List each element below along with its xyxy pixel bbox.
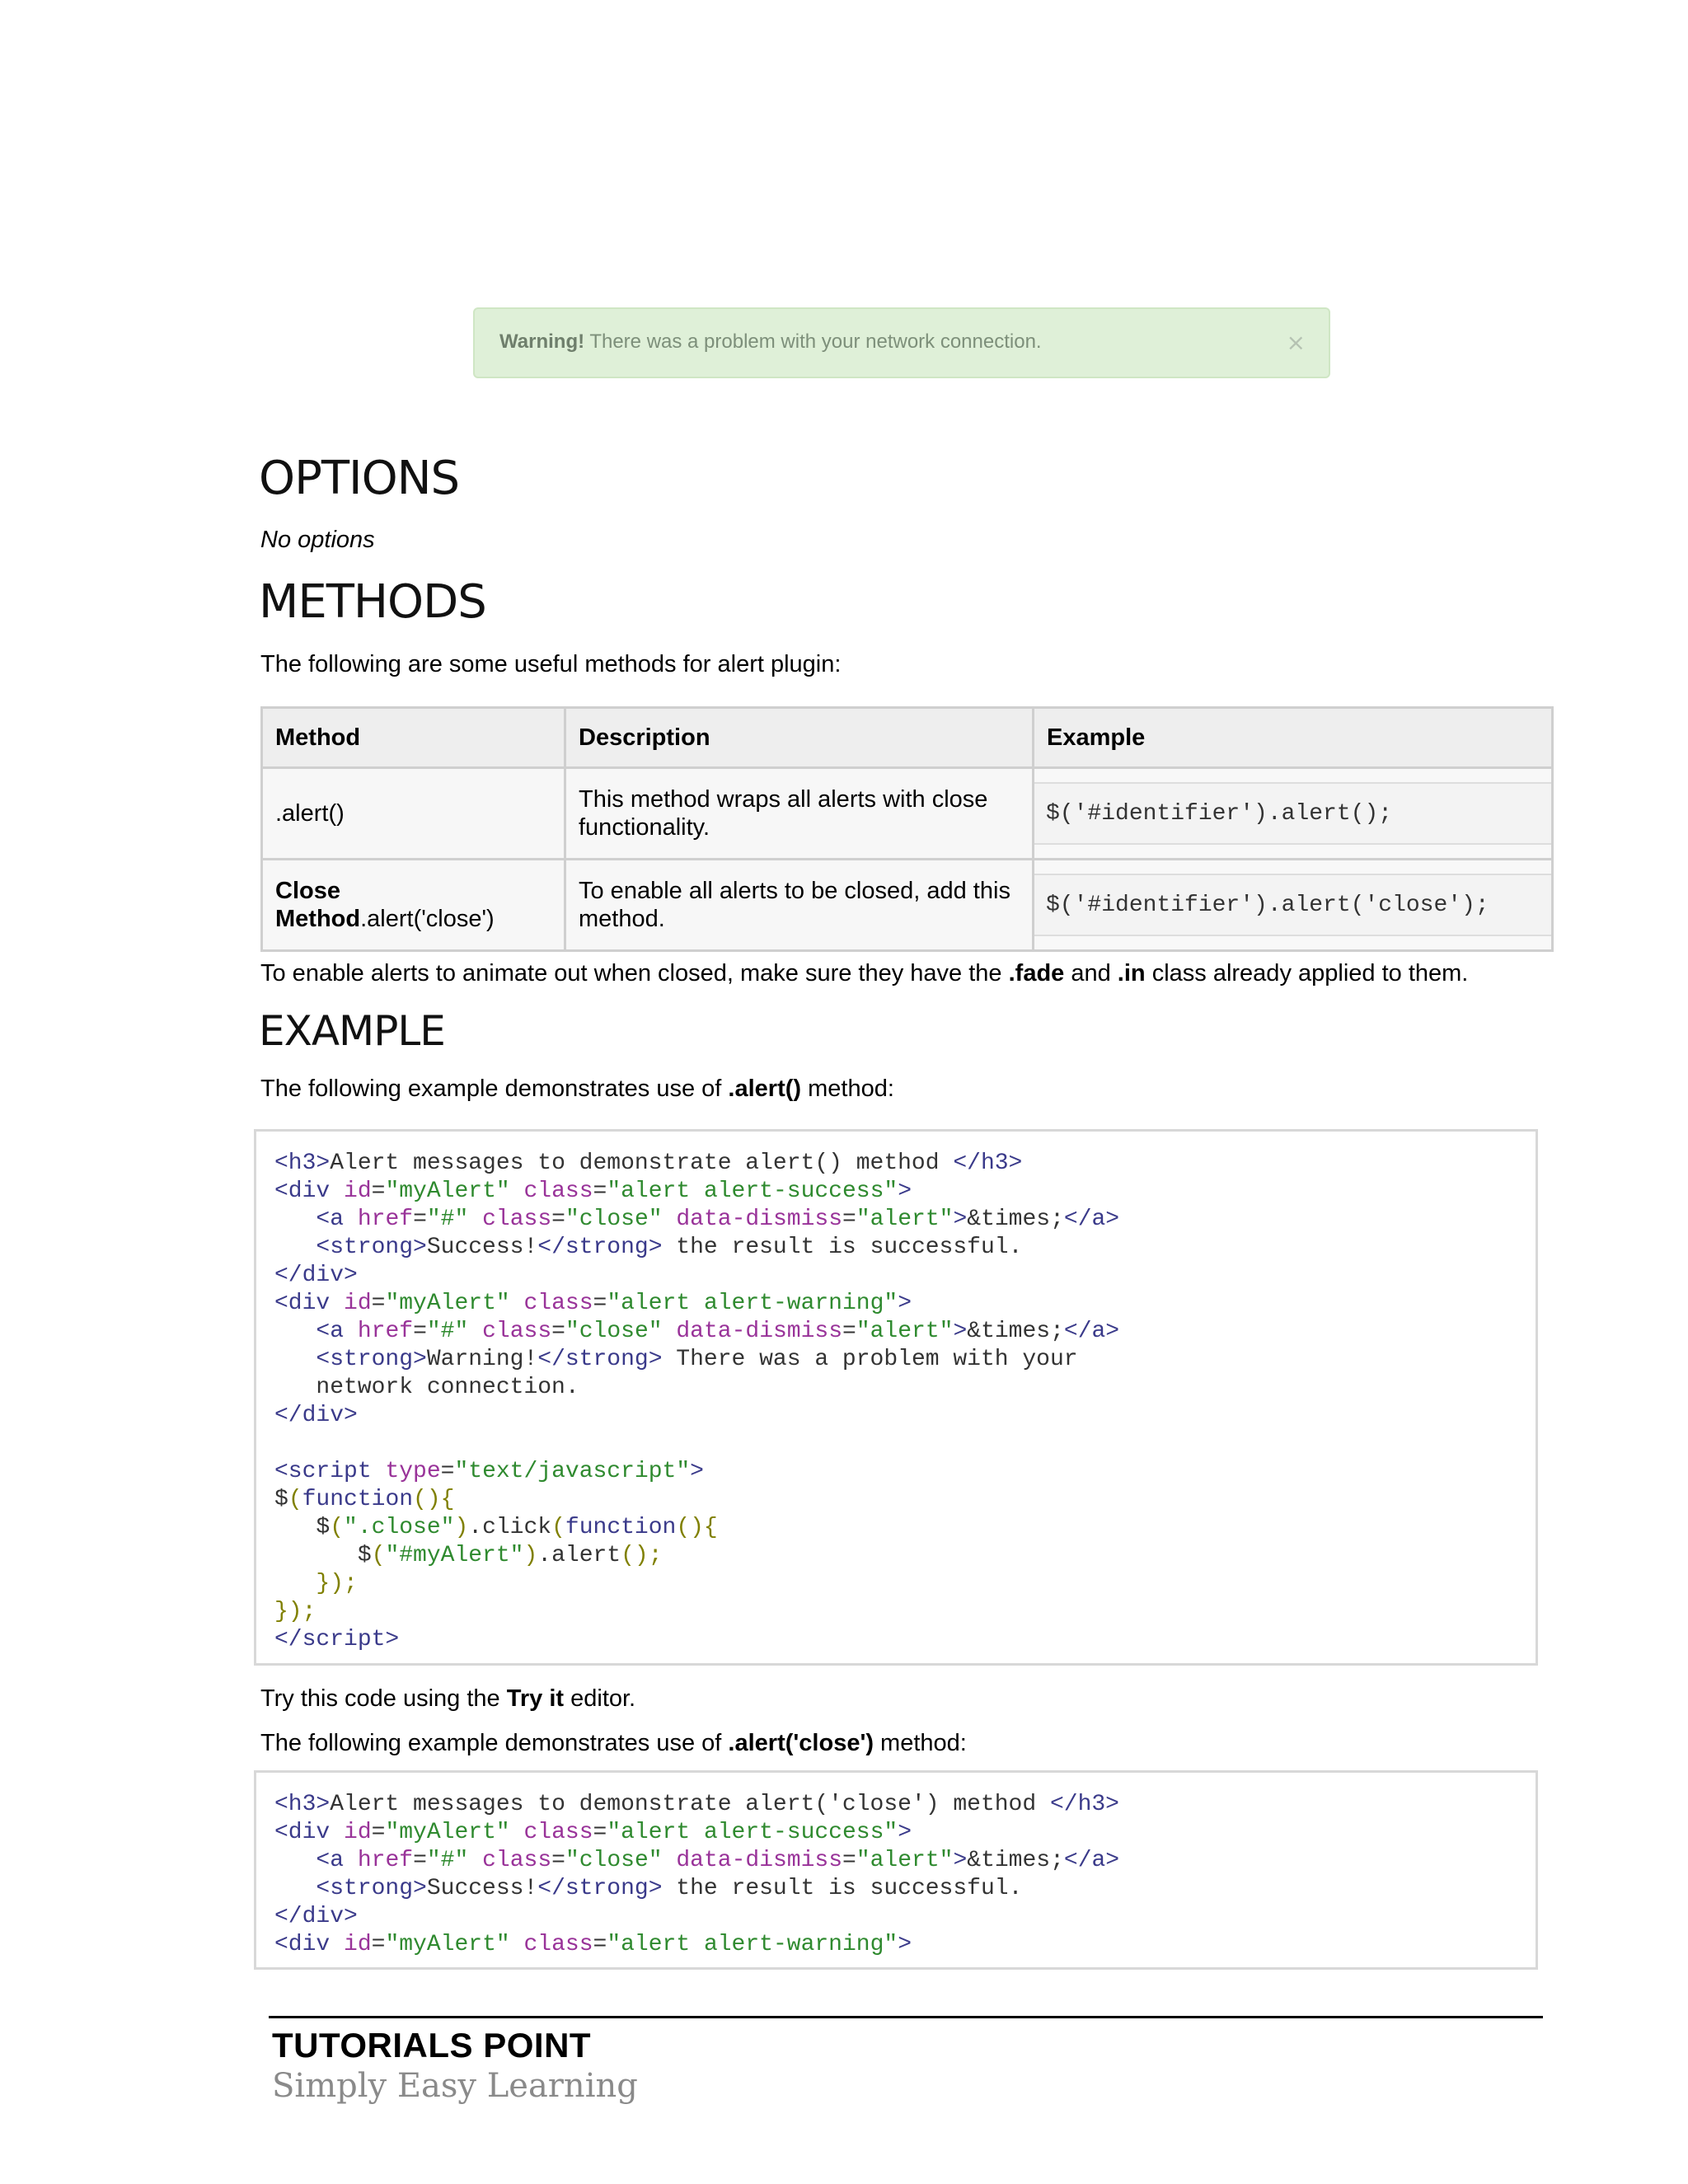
table-row	[262, 860, 1553, 951]
example-intro-2: The following example demonstrates use of .alert('close') method:	[260, 1730, 967, 1756]
code-listing: <h3>Alert messages to demonstrate alert('close') method </h3> <div id="myAlert" class="alert alert-success"> <a href="#" class="close" data-dismiss="alert">&times;</a> <strong>Success!</strong> the result is successful. </div> <div id="myAlert" class="alert alert-warning">	[274, 1792, 1120, 1957]
code-block-alert	[254, 1129, 1538, 1666]
column-header-description: Description	[565, 708, 1034, 768]
methods-intro: The following are some useful methods for alert plugin:	[260, 651, 842, 677]
example-cell	[1034, 860, 1553, 951]
table-header-row	[262, 708, 1553, 768]
description-cell: This method wraps all alerts with close functionality.	[565, 768, 1034, 860]
try-it-note: Try this code using the Try it editor.	[260, 1685, 636, 1712]
method-name: .alert()	[275, 800, 345, 827]
footer-divider	[269, 2016, 1543, 2018]
example-heading: EXAMPLE	[259, 1007, 445, 1055]
column-header-method: Method	[262, 708, 565, 768]
alert-strong-text: Warning!	[499, 330, 585, 353]
fade-note: To enable alerts to animate out when closed, make sure they have the .fade and .in class already applied to them.	[260, 960, 1469, 987]
alert-body-text: There was a problem with your network connection.	[584, 330, 1042, 353]
method-name: .alert('close')	[360, 906, 495, 932]
example-cell	[1034, 768, 1553, 860]
close-icon[interactable]: ×	[1286, 329, 1306, 356]
alert-message	[499, 330, 1042, 354]
column-header-example: Example	[1034, 708, 1553, 768]
description-cell: To enable all alerts to be closed, add this method.	[565, 860, 1034, 951]
footer-title: TUTORIALS POINT	[272, 2026, 592, 2064]
code-listing: <h3>Alert messages to demonstrate alert() method </h3> <div id="myAlert" class="alert alert-success"> <a href="#" class="close" data-dismiss="alert">&times;</a> <strong>Success!</strong> the result is successful. </div> <div id="myAlert" class="alert alert-warning"> <a href="#" class="close" data-dismiss="alert">&times;</a> <strong>Warning!</strong> There was a problem with your network connection. </div> <script type="text/javascript"> $(function(){ $(".close").click(function(){ $("#myAlert").alert(); }); }); </script>	[274, 1151, 1120, 1652]
table-row	[262, 768, 1553, 860]
methods-heading: METHODS	[259, 575, 486, 629]
alert-warning-demo	[473, 307, 1330, 378]
method-name-bold: Close Method	[275, 878, 361, 932]
options-heading: OPTIONS	[259, 452, 460, 505]
example-intro-1: The following example demonstrates use of .alert() method:	[260, 1076, 894, 1102]
methods-table	[260, 706, 1554, 952]
code-block-alert-close	[254, 1770, 1538, 1970]
options-text: No options	[260, 527, 375, 553]
example-code: $('#identifier').alert('close');	[1046, 893, 1489, 918]
try-it-link[interactable]: Try it	[506, 1685, 565, 1712]
method-cell	[262, 768, 565, 860]
footer-subtitle: Simply Easy Learning	[272, 2067, 638, 2105]
method-cell	[262, 860, 565, 951]
example-code: $('#identifier').alert();	[1046, 801, 1393, 827]
